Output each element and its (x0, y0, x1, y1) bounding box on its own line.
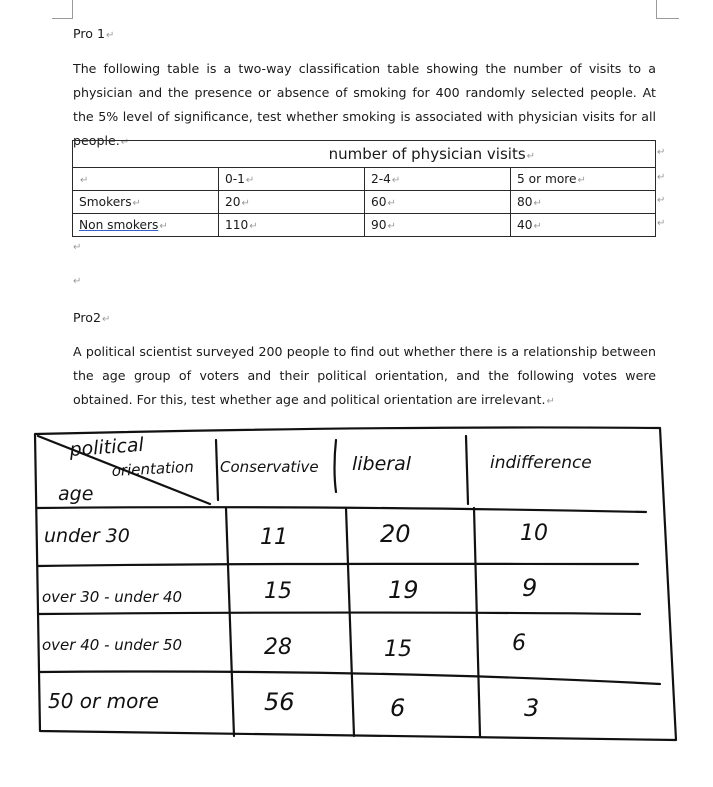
table-cell: 20↵ (219, 191, 365, 214)
row-label: Smokers↵ (73, 191, 219, 214)
row-label: over 30 - under 40 (42, 588, 183, 606)
problem1-text: The following table is a two-way classification table showing the number of visits to a physician and the presence or absence of smoking for 400 randomly selected people. At the 5% level of significance, test whether smoking is associated with physician visits for all people.↵ (73, 61, 656, 148)
row-end-mark: ↵ (657, 195, 666, 206)
table-cell: 9 (522, 574, 538, 602)
corner-label-bottom: age (58, 483, 94, 505)
table-cell: 11 (260, 525, 288, 550)
column-header: 2-4↵ (365, 168, 511, 191)
corner-label-top: political (68, 433, 145, 461)
table-cell: 90↵ (365, 214, 511, 237)
table-cell: 28 (264, 635, 292, 660)
row-label: over 40 - under 50 (42, 636, 183, 654)
handwritten-table (28, 418, 683, 748)
column-header: indifference (490, 453, 592, 473)
empty-paragraph-mark: ↵ (73, 276, 82, 287)
table-cell: 15 (264, 579, 292, 604)
table-cell: 10 (520, 521, 548, 546)
paragraph-mark: ↵ (80, 175, 89, 186)
table-header: number of physician visits↵ (73, 141, 656, 168)
table-cell: 40↵ (511, 214, 656, 237)
table-cell: 15 (384, 637, 412, 662)
empty-paragraph-mark: ↵ (73, 242, 82, 253)
row-end-mark: ↵ (657, 218, 666, 229)
table-cell: 80↵ (511, 191, 656, 214)
table-cell: 60↵ (365, 191, 511, 214)
table-cell: 20 (380, 520, 411, 548)
corner-label-mid: orientation (111, 457, 195, 480)
table-header-row (73, 141, 656, 168)
row-end-mark: ↵ (657, 147, 666, 158)
table-row (73, 191, 656, 214)
column-header: 0-1↵ (219, 168, 365, 191)
table-corner-cell (73, 168, 219, 191)
paragraph-mark: ↵ (106, 30, 115, 41)
table-cell: 110↵ (219, 214, 365, 237)
table-cell: 56 (264, 688, 295, 716)
table-cell: 19 (388, 576, 419, 604)
row-end-mark: ↵ (657, 172, 666, 183)
page-corner-mark-right (656, 0, 679, 19)
table-cell: 3 (524, 694, 540, 722)
row-label: 50 or more (48, 689, 159, 713)
column-header: 5 or more↵ (511, 168, 656, 191)
problem2-text: A political scientist surveyed 200 people to find out whether there is a relationship between the age group of voters and their political orientation, and the following votes were obtained. For this, test whether age and political orientation are irrelevant.↵ (73, 344, 656, 407)
table-cell: 6 (512, 631, 526, 656)
problem2-label: Pro2↵ (73, 310, 111, 325)
paragraph-mark: ↵ (120, 137, 130, 148)
visits-table (72, 140, 656, 237)
table-row (73, 214, 656, 237)
paragraph-mark: ↵ (546, 396, 555, 407)
table-cell: 6 (390, 694, 406, 722)
paragraph-mark: ↵ (526, 151, 536, 162)
table-row (73, 168, 656, 191)
page-corner-mark-left (52, 0, 73, 19)
paragraph-mark: ↵ (102, 314, 111, 325)
row-label: Non smokers↵ (73, 214, 219, 237)
column-header: Conservative (220, 458, 319, 476)
problem1-label: Pro 1↵ (73, 26, 115, 41)
column-header: liberal (352, 453, 412, 475)
row-label: under 30 (44, 525, 130, 547)
